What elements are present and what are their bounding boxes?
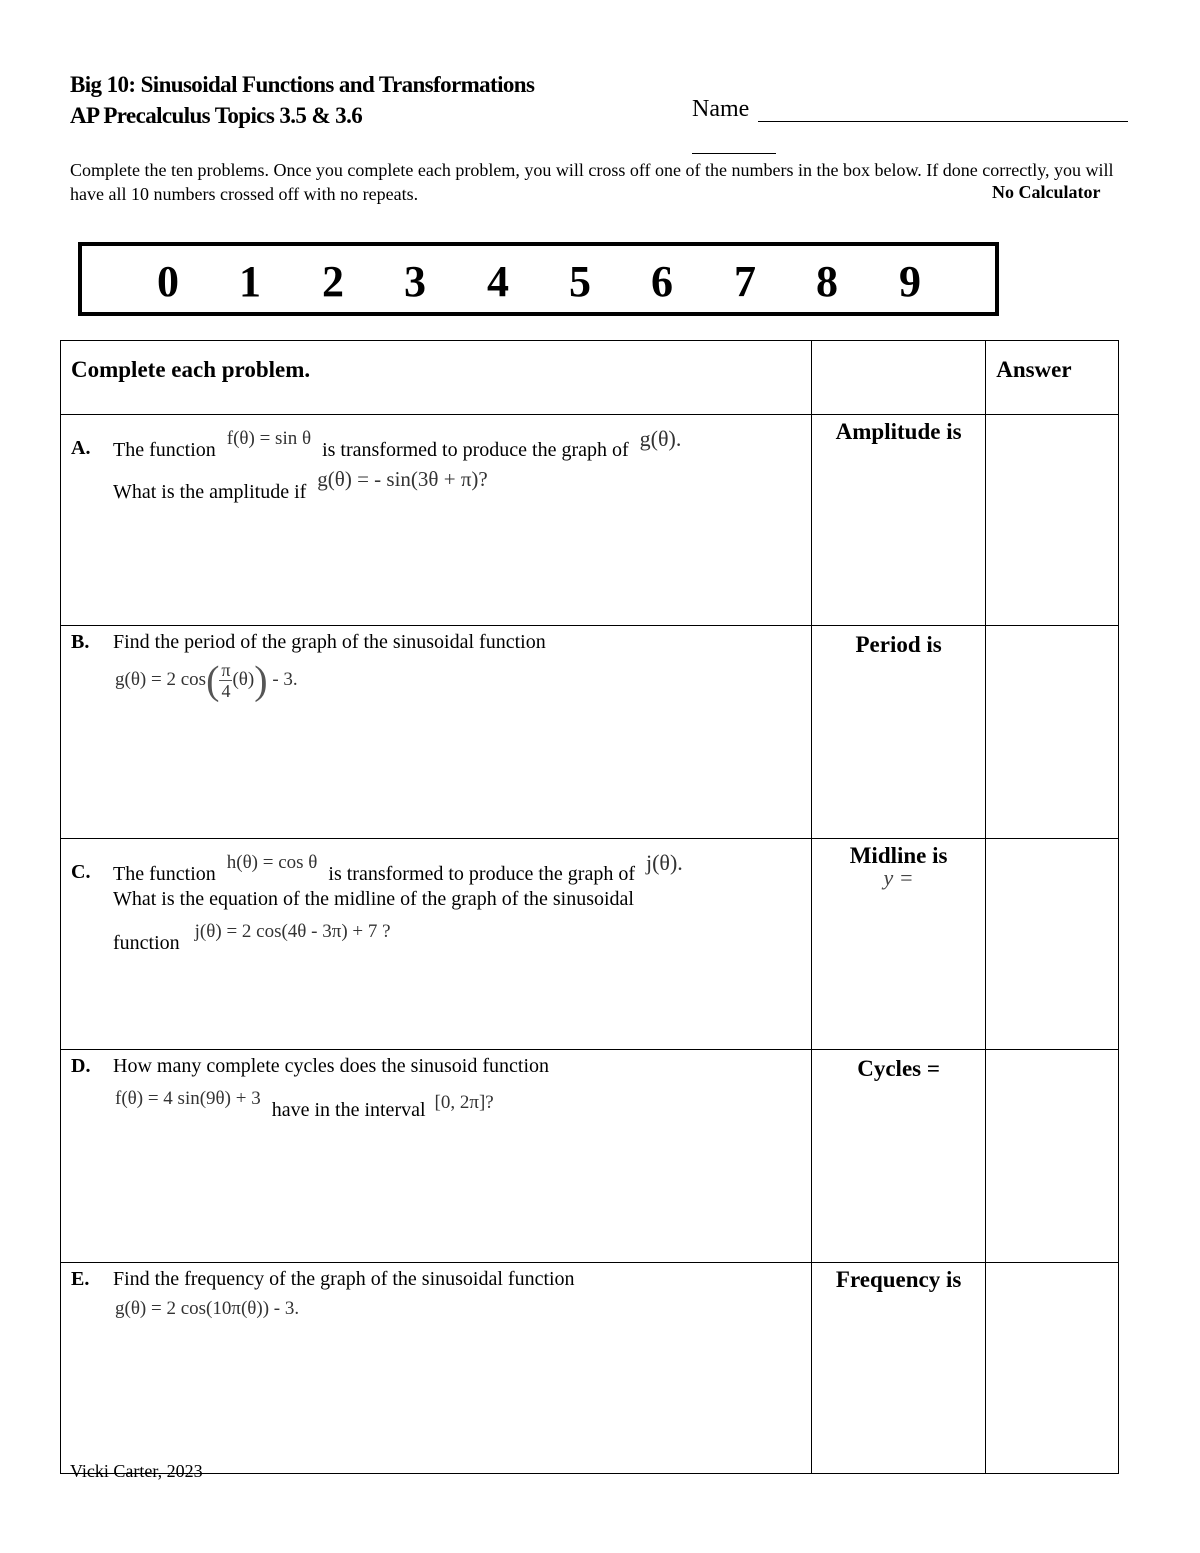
header-middle <box>812 341 986 415</box>
problem-b-left-paren: ( <box>206 657 220 703</box>
name-label: Name <box>692 96 750 122</box>
problem-a-math-g: g(θ). <box>639 426 682 451</box>
problem-c-math-jdef: j(θ) = 2 cos(4θ - 3π) + 7 ? <box>194 921 391 942</box>
problem-a-text <box>61 415 812 626</box>
table-row-problem-c <box>61 839 1119 1050</box>
problem-d-letter: D. <box>71 1055 91 1077</box>
problem-c-line3 <box>113 921 391 957</box>
problem-c-line3-text: function <box>113 932 180 954</box>
problem-c-answer-cell[interactable] <box>986 839 1119 1050</box>
problem-c-line1-post: is transformed to produce the graph of <box>328 863 635 885</box>
problem-b-answer-cell[interactable] <box>986 626 1119 839</box>
problem-e-text <box>61 1263 812 1474</box>
table-row-problem-b <box>61 626 1119 839</box>
footer-credit: Vicki Carter, 2023 <box>70 1461 203 1481</box>
problem-c-prompt-y: y = <box>883 865 914 890</box>
problem-a-answer-cell[interactable] <box>986 415 1119 626</box>
problem-a-math-f: f(θ) = sin θ <box>226 428 312 449</box>
problem-b-math-tail: - 3. <box>272 669 298 690</box>
problem-b-right-paren: ) <box>254 657 268 703</box>
problem-b-math-pre: g(θ) = 2 cos <box>115 669 207 690</box>
name-blank-line-continued <box>692 153 776 154</box>
problem-e-math: g(θ) = 2 cos(10π(θ)) - 3. <box>115 1298 300 1319</box>
problem-c-math-j: j(θ). <box>645 850 683 875</box>
problem-b-prompt: Period is <box>812 626 986 839</box>
problem-b-math-post: (θ) <box>232 669 255 690</box>
problem-c-prompt-cell <box>812 839 986 1050</box>
problem-c-letter: C. <box>71 861 91 883</box>
number-2: 2 <box>322 257 344 306</box>
number-7: 7 <box>734 257 756 306</box>
problem-b-fraction <box>219 660 232 701</box>
instructions: Complete the ten problems. Once you complete each problem, you will cross off one of the numbers in the box below. If done correctly, you will have all 10 numbers crossed off with no repeats. <box>70 160 1114 204</box>
problem-c-prompt: Midline is <box>849 843 948 868</box>
problem-c-line1-text: The function <box>113 863 216 885</box>
problem-b-line1: Find the period of the graph of the sinusoidal function <box>113 631 546 653</box>
problem-d-text <box>61 1050 812 1263</box>
problem-b-text <box>61 626 812 839</box>
problem-d-prompt: Cycles = <box>812 1050 986 1263</box>
number-9: 9 <box>899 257 921 306</box>
problem-a-line1-post: is transformed to produce the graph of <box>322 439 629 461</box>
problem-d-line2 <box>115 1088 494 1124</box>
worksheet-title: Big 10: Sinusoidal Functions and Transformations <box>70 72 535 97</box>
problem-d-line2-text: have in the interval <box>271 1099 426 1121</box>
number-1: 1 <box>239 257 261 306</box>
problem-a-line2 <box>113 467 488 506</box>
problem-e-answer-cell[interactable] <box>986 1263 1119 1474</box>
cross-off-number-box <box>78 242 999 316</box>
name-blank-line <box>758 121 1128 122</box>
problem-c-line2: What is the equation of the midline of the graph of the sinusoidal <box>113 888 634 910</box>
number-3: 3 <box>404 257 426 306</box>
problem-d-answer-cell[interactable] <box>986 1050 1119 1263</box>
problem-a-line1-text: The function <box>113 439 216 461</box>
problem-e-prompt: Frequency is <box>812 1263 986 1474</box>
problem-b-letter: B. <box>71 631 90 653</box>
problem-a-letter: A. <box>71 437 91 459</box>
problem-b-math <box>115 657 298 703</box>
number-6: 6 <box>651 257 673 306</box>
table-row-problem-e <box>61 1263 1119 1474</box>
number-8: 8 <box>816 257 838 306</box>
table-row-problem-a <box>61 415 1119 626</box>
worksheet-subtitle: AP Precalculus Topics 3.5 & 3.6 <box>70 103 363 128</box>
problem-d-math-f: f(θ) = 4 sin(9θ) + 3 <box>115 1088 261 1109</box>
problem-b-frac-den: 4 <box>221 681 231 702</box>
problem-e-letter: E. <box>71 1268 90 1290</box>
number-0: 0 <box>157 257 179 306</box>
problem-d-line1: How many complete cycles does the sinusoid function <box>113 1055 550 1077</box>
problem-a-math-gdef: g(θ) = - sin(3θ + π)? <box>317 467 488 491</box>
problem-c-math-h: h(θ) = cos θ <box>226 852 318 873</box>
number-4: 4 <box>487 257 509 306</box>
table-row-problem-d <box>61 1050 1119 1263</box>
problem-c-line1 <box>113 850 683 888</box>
problem-a-line2-text: What is the amplitude if <box>113 481 307 503</box>
problem-a-prompt: Amplitude is <box>812 415 986 626</box>
problem-c-text <box>61 839 812 1050</box>
header-answer: Answer <box>986 341 1119 415</box>
no-calculator-note: No Calculator <box>992 182 1101 202</box>
problem-b-frac-num: π <box>221 660 231 681</box>
number-5: 5 <box>569 257 591 306</box>
problem-d-math-interval: [0, 2π]? <box>434 1092 494 1113</box>
problem-e-line1: Find the frequency of the graph of the sinusoidal function <box>113 1268 575 1290</box>
problem-a-line1 <box>113 426 682 464</box>
header-problem: Complete each problem. <box>61 341 812 415</box>
table-header-row <box>61 341 1119 415</box>
problem-table <box>60 340 1119 1474</box>
